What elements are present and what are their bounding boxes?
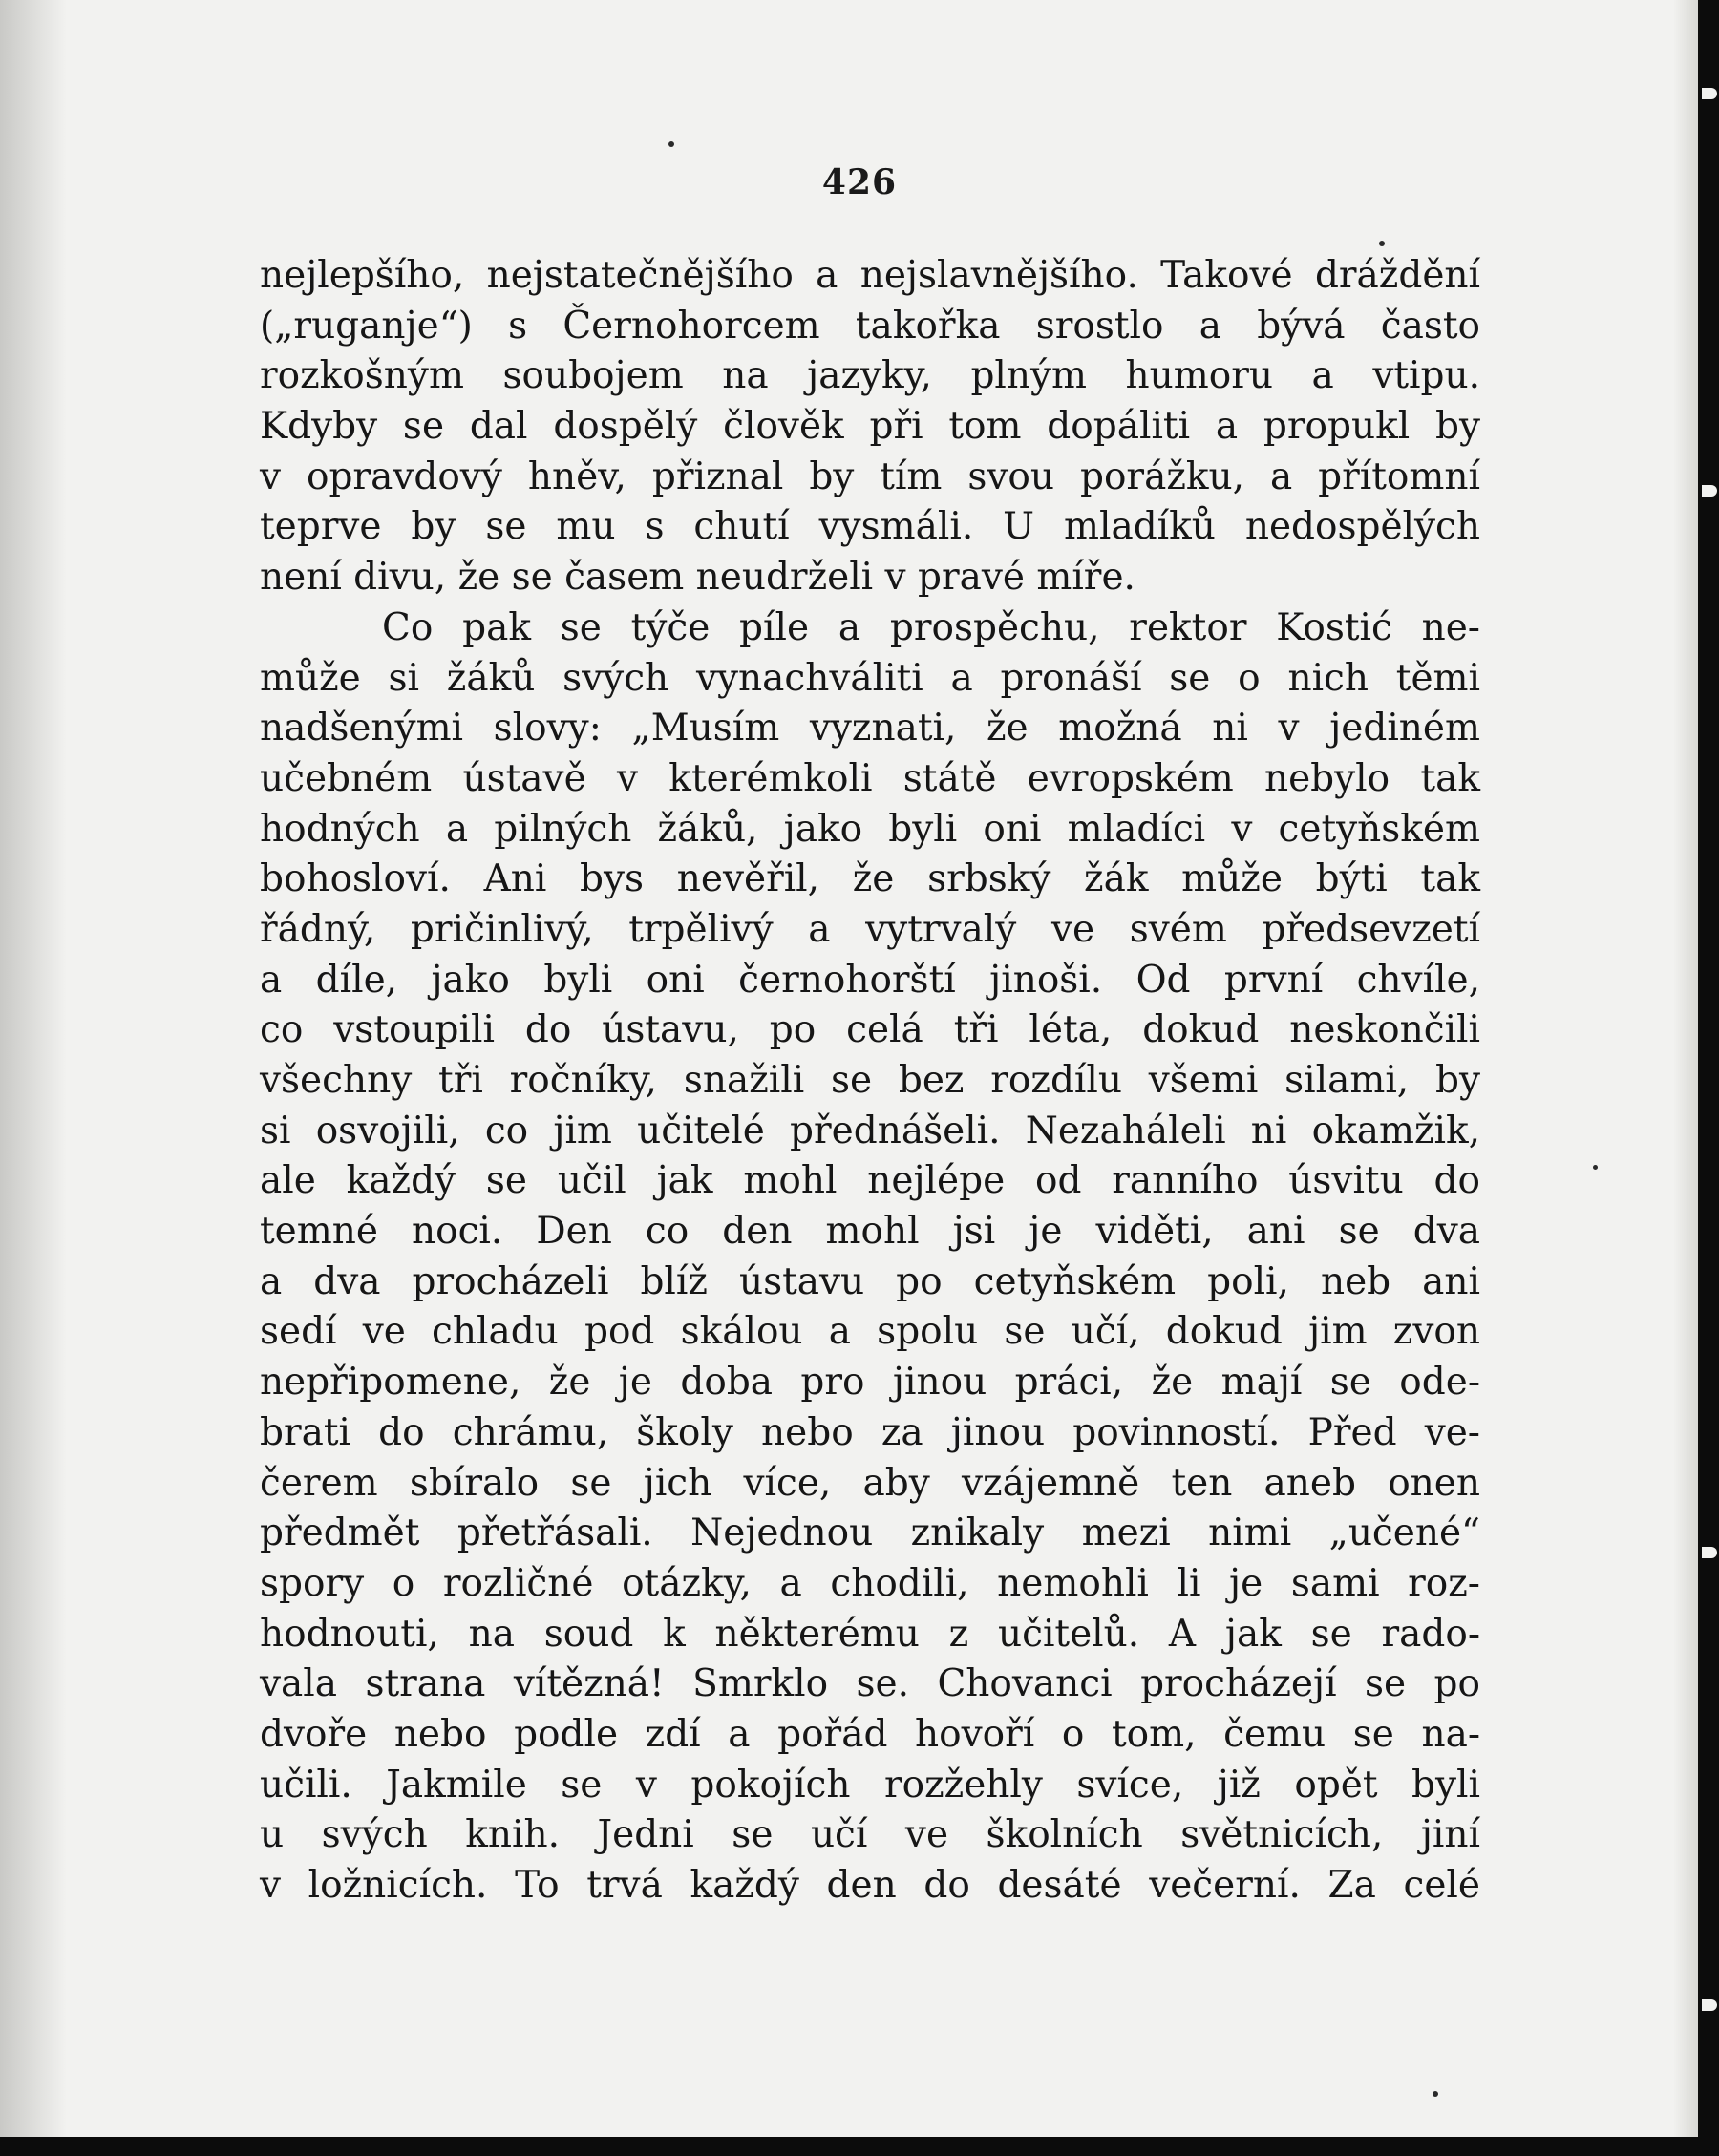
text-line: si osvojili, co jim učitelé přednášeli. Nezaháleli ni okamžik, (260, 1109, 1480, 1152)
text-line: Kdyby se dal dospělý člověk při tom dopáliti a propukl by (260, 405, 1480, 449)
dust-speck (668, 141, 674, 147)
text-line: bohosloví. Ani bys nevěřil, že srbský žák může býti tak (260, 857, 1480, 901)
text-line: sedí ve chladu pod skálou a spolu se učí, dokud jim zvon (260, 1310, 1480, 1354)
scan-edge-right (1698, 0, 1719, 2156)
text-line: teprve by se mu s chutí vysmáli. U mladíků nedospělých (260, 505, 1480, 549)
binding-mark (1702, 485, 1717, 497)
text-line: všechny tři ročníky, snažili se bez rozdílu všemi silami, by (260, 1059, 1480, 1102)
text-line: a dva procházeli blíž ústavu po cetyňském poli, neb ani (260, 1259, 1480, 1303)
text-line: čerem sbíralo se jich více, aby vzájemně ten aneb onen (260, 1461, 1480, 1505)
text-line: předmět přetřásali. Nejednou znikaly mezi nimi „učené“ (260, 1511, 1480, 1555)
text-line: nepřipomene, že je doba pro jinou práci, že mají se ode- (260, 1361, 1480, 1405)
dust-speck (1432, 2091, 1438, 2097)
text-line: ale každý se učil jak mohl nejlépe od ranního úsvitu do (260, 1159, 1480, 1203)
scan-edge-bottom (0, 2137, 1719, 2156)
binding-mark (1702, 1999, 1717, 2011)
text-line: Co pak se týče píle a prospěchu, rektor Kostić ne- (382, 605, 1480, 649)
text-line: a díle, jako byli oni černohorští jinoši. Od první chvíle, (260, 958, 1480, 1002)
binding-mark (1702, 88, 1717, 99)
text-line: může si žáků svých vynachváliti a pronáší se o nich těmi (260, 656, 1480, 700)
text-line: nadšenými slovy: „Musím vyznati, že možná ni v jediném (260, 707, 1480, 750)
text-line: učili. Jakmile se v pokojích rozžehly svíce, již opět byli (260, 1763, 1480, 1807)
text-line: hodnouti, na soud k některému z učitelů. A jak se rado- (260, 1612, 1480, 1656)
text-line: vala strana vítězná! Smrklo se. Chovanci procházejí se po (260, 1662, 1480, 1706)
text-line: není divu, že se časem neudrželi v pravé míře. (260, 556, 1135, 600)
text-line: hodných a pilných žáků, jako byli oni mladíci v cetyňském (260, 807, 1480, 851)
text-line: učebném ústavě v kterémkoli státě evropském nebylo tak (260, 756, 1480, 800)
text-line: řádný, pričinlivý, trpělivý a vytrvalý ve svém předsevzetí (260, 907, 1480, 951)
dust-speck (1593, 1165, 1598, 1170)
text-line: brati do chrámu, školy nebo za jinou povinností. Před ve- (260, 1410, 1480, 1454)
text-line: temné noci. Den co den mohl jsi je viděti, ani se dva (260, 1210, 1480, 1254)
text-line: v ložnicích. To trvá každý den do desáté večerní. Za celé (260, 1864, 1480, 1907)
text-line: nejlepšího, nejstatečnějšího a nejslavnějšího. Takové dráždění (260, 254, 1480, 297)
dust-speck (1379, 241, 1385, 246)
body-text (260, 251, 1480, 1912)
page-number: 426 (821, 162, 898, 202)
text-line: rozkošným soubojem na jazyky, plným humoru a vtipu. (260, 354, 1480, 398)
binding-mark (1702, 1547, 1717, 1558)
text-line: co vstoupili do ústavu, po celá tři léta, dokud neskončili (260, 1008, 1480, 1052)
text-line: v opravdový hněv, přiznal by tím svou porážku, a přítomní (260, 454, 1480, 498)
text-line: u svých knih. Jedni se učí ve školních světnicích, jiní (260, 1813, 1480, 1857)
text-line: spory o rozličné otázky, a chodili, nemohli li je sami roz- (260, 1561, 1480, 1605)
text-line: dvoře nebo podle zdí a pořád hovoří o tom, čemu se na- (260, 1712, 1480, 1756)
text-line: („ruganje“) s Černohorcem takořka srostlo a bývá často (260, 304, 1480, 348)
